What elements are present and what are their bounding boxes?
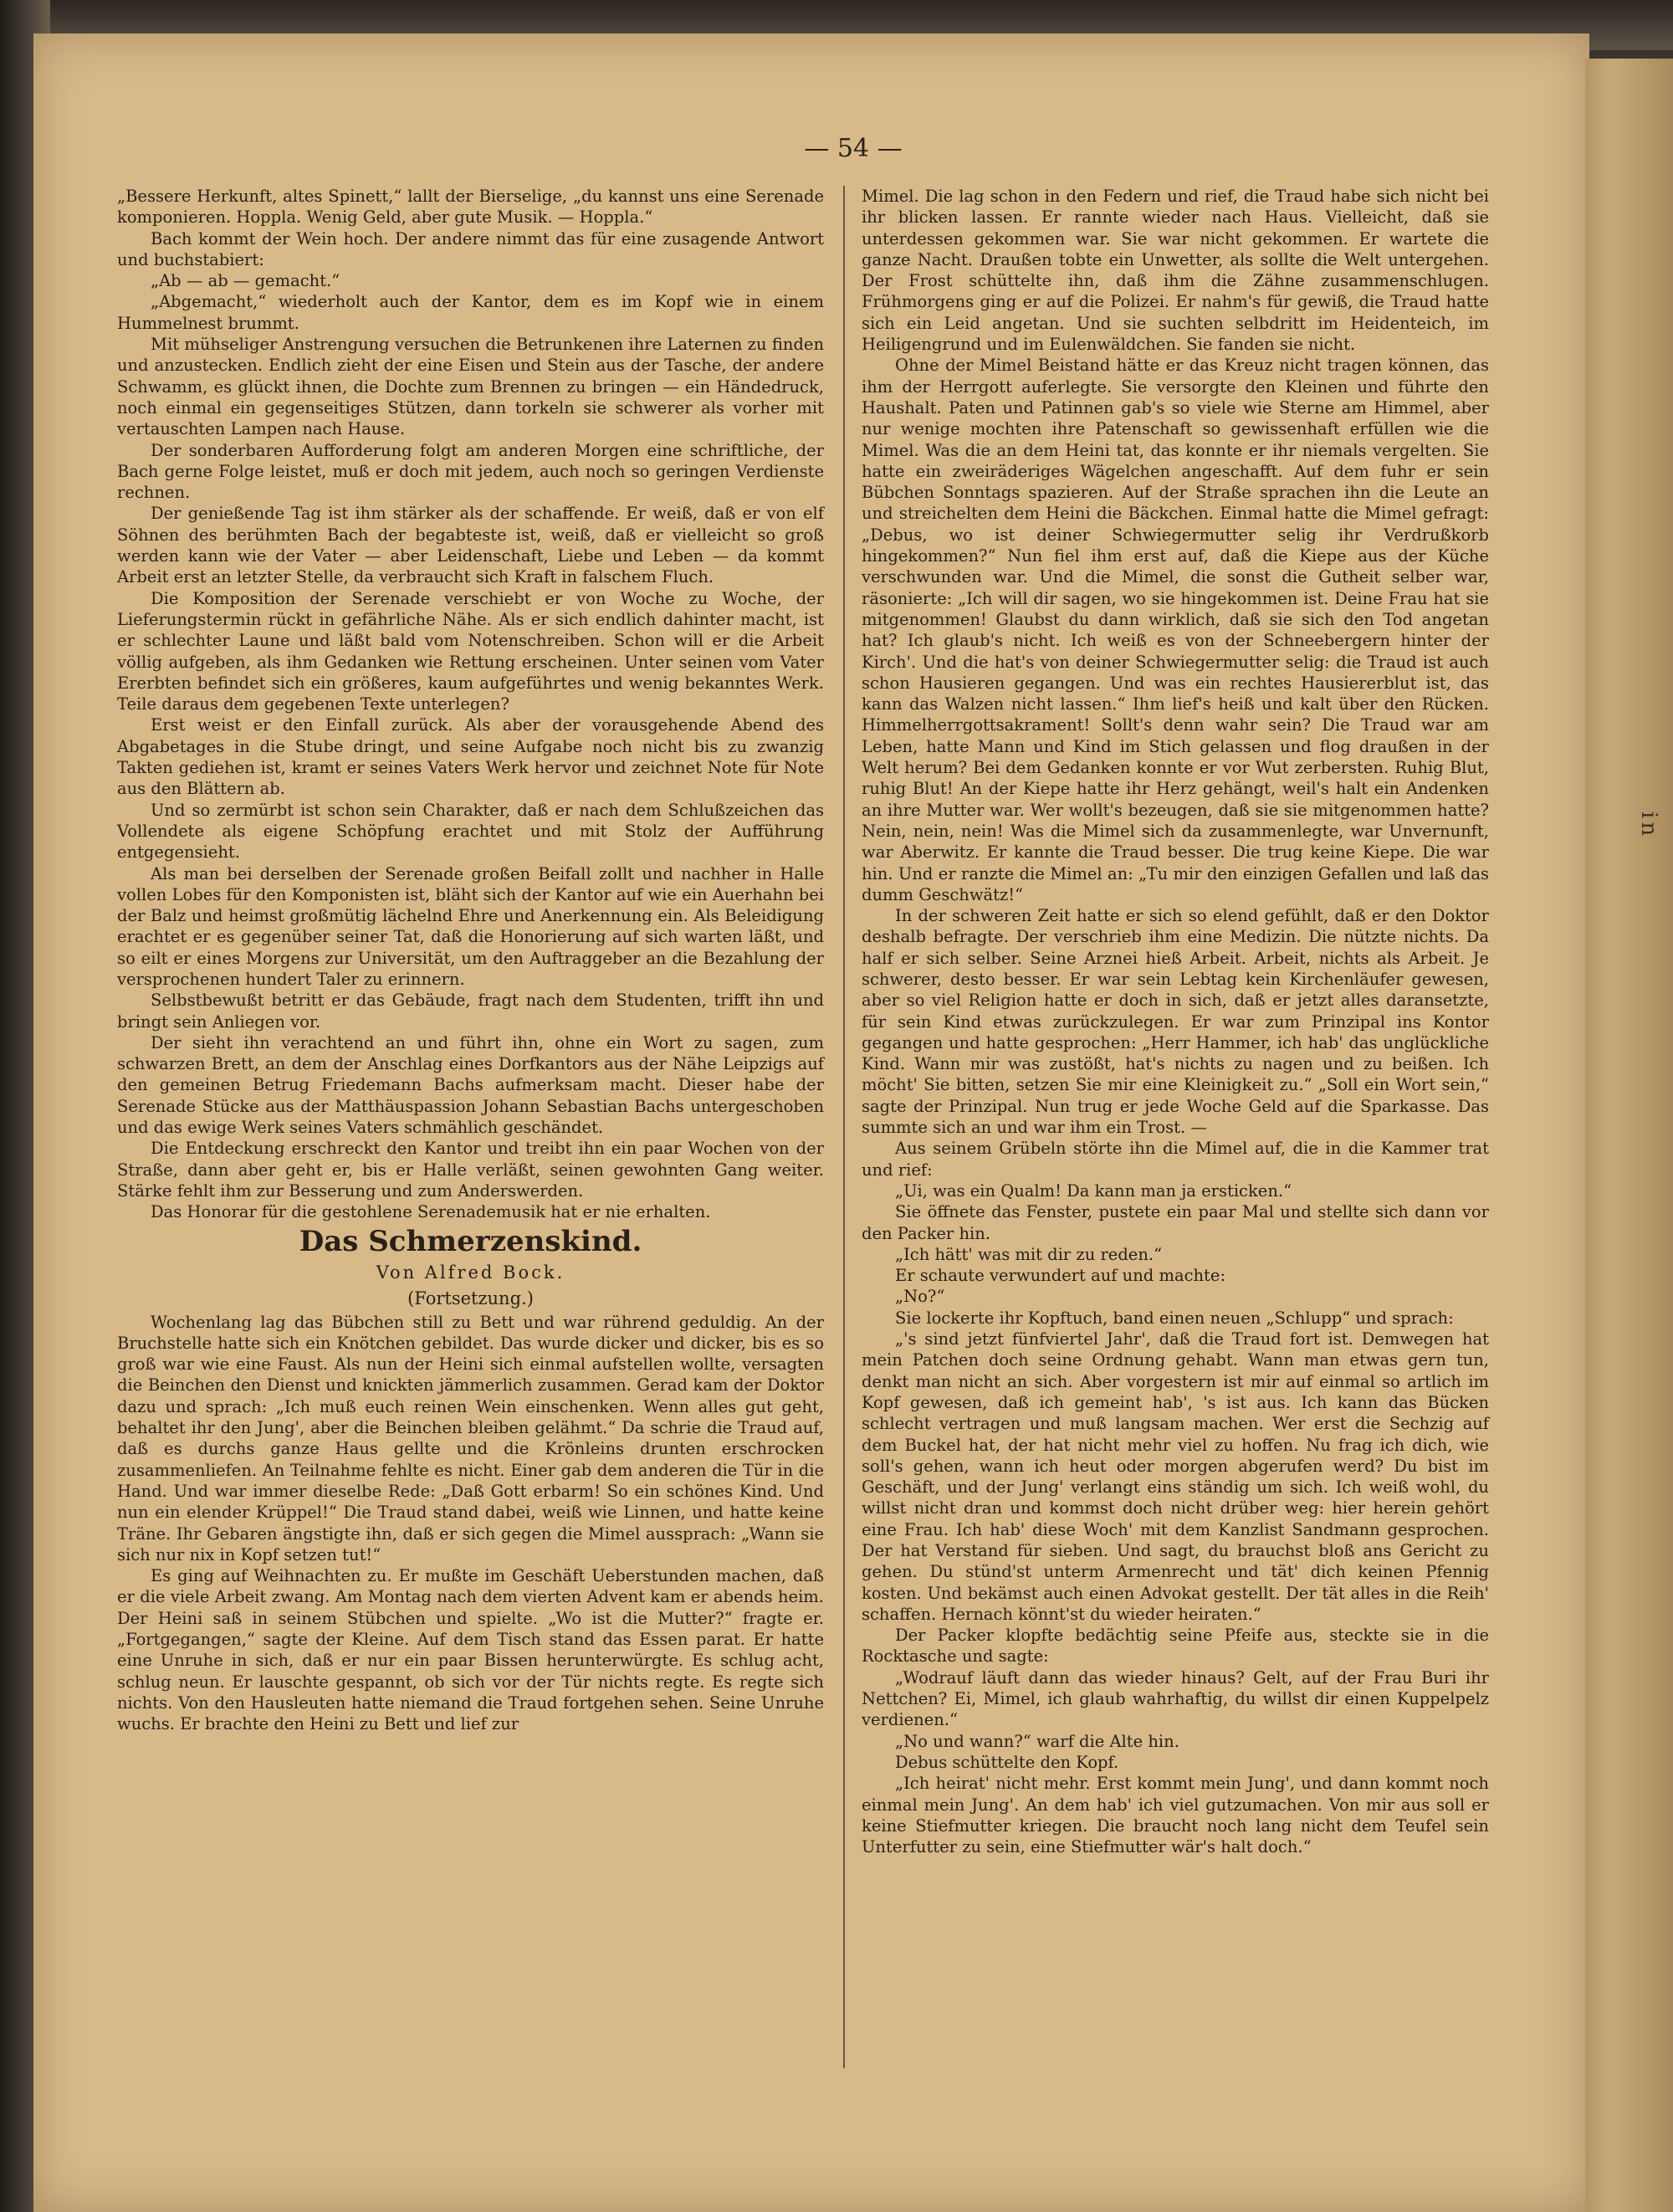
- paragraph: Aus seinem Grübeln störte ihn die Mimel auf, die in die Kammer trat und rief:: [862, 1139, 1489, 1180]
- next-page-edge-text: in: [1636, 812, 1661, 840]
- paragraph: „Abgemacht,“ wiederholt auch der Kantor, dem es im Kopf wie in einem Hummelnest brummt.: [117, 292, 824, 333]
- paragraph: „Wodrauf läuft dann das wieder hinaus? Gelt, auf der Frau Buri ihr Nettchen? Ei, Mimel, ich glaub wahrhaftig, du willst dir einen Kuppelpelz verdienen.“: [862, 1667, 1489, 1730]
- paragraph: Bach kommt der Wein hoch. Der andere nimmt das für eine zusagende Antwort und buchstabiert:: [117, 228, 824, 269]
- paragraph: Er schaute verwundert auf und machte:: [895, 1266, 1226, 1286]
- paragraph: Sie lockerte ihr Kopftuch, band einen neuen „Schlupp“ und sprach:: [895, 1308, 1454, 1328]
- paragraph: „No und wann?“ warf die Alte hin.: [895, 1731, 1179, 1751]
- story-author: Von Alfred Bock.: [376, 1262, 565, 1283]
- page-number: — 54 —: [804, 134, 903, 163]
- column-divider: [843, 186, 845, 2068]
- paragraph: „Ich heirat' nicht mehr. Erst kommt mein Jung', und dann kommt noch einmal mein Jung'. An dem hab' ich viel gutzumachen. Von mir aus soll er keine Stiefmutter kriegen. Die braucht noch lang nicht dem Teufel sein Unterfutter zu sein, eine Stiefmutter wär's halt doch.“: [862, 1774, 1489, 1857]
- paragraph: Debus schüttelte den Kopf.: [895, 1752, 1119, 1772]
- paragraph: Die Komposition der Serenade verschiebt er von Woche zu Woche, der Lieferungstermin rückt in gefährliche Nähe. Als er sich endlich dahinter macht, ist er schlechter Laune und läßt bald vom Notenschreiben. Schon will er die Arbeit völlig aufgeben, als ihm Gedanken wie Rettung erscheinen. Unter seinen vom Vater Ererbten befindet sich ein größeres, kaum aufgeführtes und wenig bekanntes Werk. Teile daraus dem gegebenen Texte unterlegen?: [117, 588, 824, 714]
- paragraph: Selbstbewußt betritt er das Gebäude, fragt nach dem Studenten, trifft ihn und bringt sein Anliegen vor.: [117, 991, 824, 1032]
- paragraph: In der schweren Zeit hatte er sich so elend gefühlt, daß er den Doktor deshalb befragte. Der verschrieb ihm eine Medizin. Die nützte nichts. Da half er sich selber. Seine Arznei hieß Arbeit. Arbeit, nichts als Arbeit. Je schwerer, desto besser. Er war sein Lebtag kein Kirchenläufer gewesen, aber so viel Religion hatte er doch in sich, daß er jetzt alles daransetzte, für sein Kind etwas zurückzulegen. Er war zum Prinzipal ins Kontor gegangen und hatte gesprochen: „Herr Hammer, ich hab' das unglückliche Kind. Wann mir was zustößt, hat's nichts zu nagen und zu beißen. Ich möcht' Sie bitten, setzen Sie mir eine Kleinigkeit zu.“ „Soll ein Wort sein,“ sagte der Prinzipal. Nun trug er jede Woche Geld auf die Sparkasse. Das summte sich an und war ihm ein Trost. —: [862, 906, 1489, 1138]
- paragraph: Es ging auf Weihnachten zu. Er mußte im Geschäft Ueberstunden machen, daß er die viele Arbeit zwang. Am Montag nach dem vierten Advent kam er abends heim. Der Heini saß in seinem Stübchen und spielte. „Wo ist die Mutter?“ fragte er. „Fortgegangen,“ sagte der Kleine. Auf dem Tisch stand das Essen parat. Er hatte eine Unruhe in sich, daß er nur ein paar Bissen herunterwürgte. Es schlug acht, schlug neun. Er lauschte gespannt, ob sich vor der Tür nichts regte. Es regte sich nichts. Von den Hausleuten hatte niemand die Traud fortgehen sehen. Seine Unruhe wuchs. Er brachte den Heini zu Bett und lief zur: [117, 1566, 824, 1734]
- left-column: [117, 186, 824, 1734]
- paragraph: „Ich hätt' was mit dir zu reden.“: [895, 1244, 1163, 1264]
- paragraph: „'s sind jetzt fünfviertel Jahr', daß die Traud fort ist. Demwegen hat mein Patchen doch seine Ordnung gehabt. Wann man etwas gern tun, denkt man nicht an sich. Aber vorgestern ist mir auf einmal so artlich im Kopf gewesen, daß ich gemeint hab', 's ist aus. Ich kann das Bücken schlecht vertragen und muß langsam machen. Wer erst die Sechzig auf dem Buckel hat, der hat nicht mehr viel zu hoffen. Nu frag ich dich, wie soll's gehen, wann ich heut oder morgen abgerufen werd? Du bist im Geschäft, und der Jung' verlangt eins ständig um sich. Ich weiß wohl, du willst nicht dran und kommst doch nicht drüber weg: hier herein gehört eine Frau. Ich hab' diese Woch' mit dem Kanzlist Sandmann gesprochen. Der hat Verstand für sieben. Und sagt, du brauchst bloß ans Gericht zu gehen. Du stünd'st unterm Armenrecht und tät' dich keinen Pfennig kosten. Und bekämst auch einen Advokat gestellt. Der tät alles in die Reih' schaffen. Hernach könnt'st du wieder heiraten.“: [862, 1329, 1489, 1624]
- paragraph: „Ui, was ein Qualm! Da kann man ja ersticken.“: [895, 1180, 1292, 1201]
- paragraph: Die Entdeckung erschreckt den Kantor und treibt ihn ein paar Wochen von der Straße, dann aber geht er, bis er Halle verläßt, seinen gewohnten Gang weiter. Stärke fehlt ihm zur Besserung und zum Anderswerden.: [117, 1139, 824, 1201]
- paragraph: Mimel. Die lag schon in den Federn und rief, die Traud habe sich nicht bei ihr blicken lassen. Er rannte wieder nach Haus. Vielleicht, daß sie unterdessen gekommen war. Sie war nicht gekommen. Er wartete die ganze Nacht. Draußen tobte ein Unwetter, als sollte die Welt untergehen. Der Frost schüttelte ihn, daß ihm die Zähne zusammenschlugen. Frühmorgens ging er auf die Polizei. Er nahm's für gewiß, die Traud hatte sich ein Leid angetan. Und sie suchten selbdritt im Heidenteich, im Heiligengrund und im Eulenwäldchen. Sie fanden sie nicht.: [862, 187, 1489, 355]
- paragraph: Sie öffnete das Fenster, pustete ein paar Mal und stellte sich dann vor den Packer hin.: [862, 1202, 1489, 1243]
- paragraph: Wochenlang lag das Bübchen still zu Bett und war rührend geduldig. An der Bruchstelle hatte sich ein Knötchen gebildet. Das wurde dicker und dicker, bis es so groß war wie eine Faust. Als nun der Heini sich einmal aufstellen wollte, versagten die Beinchen den Dienst und knickten jämmerlich zusammen. Gerad kam der Doktor dazu und sprach: „Ich muß euch reinen Wein einschenken. Wenn alles gut geht, behaltet ihr den Jung', aber die Beinchen bleiben gelähmt.“ Da schrie die Traud auf, daß es durchs ganze Haus gellte und die Krönleins drunten erschrocken zusammenliefen. An Teilnahme fehlte es nicht. Einer gab dem anderen die Tür in die Hand. Und war immer dieselbe Rede: „Daß Gott erbarm! So ein schönes Kind. Und nun ein elender Krüppel!“ Die Traud stand dabei, weiß wie Linnen, und hatte keine Träne. Ihr Gebaren ängstigte ihn, daß er sich gegen die Mimel aussprach: „Wann sie sich nur nix in Kopf setzen tut!“: [117, 1312, 824, 1564]
- paragraph: Erst weist er den Einfall zurück. Als aber der vorausgehende Abend des Abgabetages in die Stube dringt, und seine Aufgabe noch nicht bis zu zwanzig Takten gediehen ist, kramt er seines Vaters Werk hervor und zeichnet Note für Note aus den Blättern ab.: [117, 715, 824, 799]
- right-column: [862, 186, 1489, 1857]
- story-continuation-note: (Fortsetzung.): [407, 1288, 534, 1308]
- paragraph: „Bessere Herkunft, altes Spinett,“ lallt der Bierselige, „du kannst uns eine Serenade komponieren. Hoppla. Wenig Geld, aber gute Musik. — Hoppla.“: [117, 187, 824, 228]
- paragraph: Und so zermürbt ist schon sein Charakter, daß er nach dem Schlußzeichen das Vollendete als eigene Schöpfung erachtet und mit Stolz der Aufführung entgegensieht.: [117, 800, 824, 863]
- paragraph: Der genießende Tag ist ihm stärker als der schaffende. Er weiß, daß er von elf Söhnen des berühmten Bach der begabteste ist, weiß, daß er vielleicht so groß werden kann wie der Vater — aber Leidenschaft, Liebe und Leben — da kommt Arbeit erst an letzter Stelle, da verbraucht sich Kraft in falschem Fluch.: [117, 504, 824, 587]
- paragraph: Als man bei derselben der Serenade großen Beifall zollt und nachher in Halle vollen Lobes für den Komponisten ist, bläht sich der Kantor auf wie ein Auerhahn bei der Balz und heimst großmütig lächelnd Ehre und Anerkennung ein. Als Beleidigung erachtet er es gegenüber seiner Tat, daß die Honorierung auf sich warten läßt, und so eilt er eines Morgens zur Universität, um den Auftraggeber an die Bezahlung der versprochenen hundert Taler zu erinnern.: [117, 863, 824, 989]
- paragraph: Ohne der Mimel Beistand hätte er das Kreuz nicht tragen können, das ihm der Herrgott auferlegte. Sie versorgte den Kleinen und führte den Haushalt. Paten und Patinnen gab's so viele wie Sterne am Himmel, aber nur wenige mochten ihre Patenschaft so gewissenhaft erfüllen wie die Mimel. Was die an dem Heini tat, das konnte er ihr niemals vergelten. Sie hatte ein zweiräderiges Wägelchen angeschafft. Auf dem fuhr er sein Bübchen Sonntags spazieren. Auf der Straße sprachen ihn die Leute an und streichelten dem Heini die Bäckchen. Einmal hatte die Mimel gefragt: „Debus, wo ist deiner Schwiegermutter selig ihr Verdrußkorb hingekommen?“ Nun fiel ihm erst auf, daß die Kiepe aus der Küche verschwunden war. Und die Mimel, die sonst die Gutheit selber war, räsonierte: „Ich will dir sagen, wo sie hingekommen ist. Deine Frau hat sie mitgenommen! Glaubst du dann wirklich, daß sie sich den Tod angetan hat? Ich glaub's nicht. Ich weiß es von der Schneebergern hinter der Kirch'. Und die hat's von deiner Schwiegermutter selig: die Traud ist auch schon Hausieren gegangen. Und was ein rechtes Hausiererblut ist, das kann das Walzen nicht lassen.“ Ihm lief's heiß und kalt über den Rücken. Himmelherrgottsakrament! Sollt's denn wahr sein? Die Traud war am Leben, hatte Mann und Kind im Stich gelassen und flog draußen in der Welt herum? Bei dem Gedanken konnte er vor Wut zerbersten. Ruhig Blut, ruhig Blut! An der Kiepe hatte ihr Herz gehängt, weil's halt ein Andenken an ihre Mutter war. Wer wollt's bezeugen, daß sie sie mitgenommen hatte? Nein, nein, nein! Was die Mimel sich da zusammenlegte, war Unvernunft, war Aberwitz. Er kannte die Traud besser. Die trug keine Kiepe. Die war hin. Und er ranzte die Mimel an: „Tu mir den einzigen Gefallen und laß das dumm Geschwätz!“: [862, 356, 1489, 904]
- paragraph: Der sonderbaren Aufforderung folgt am anderen Morgen eine schriftliche, der Bach gerne Folge leistet, muß er doch mit jedem, auch noch so geringen Verdienste rechnen.: [117, 440, 824, 503]
- paragraph: „Ab — ab — gemacht.“: [151, 271, 340, 291]
- paragraph: Mit mühseliger Anstrengung versuchen die Betrunkenen ihre Laternen zu finden und anzustecken. Endlich zieht der eine Eisen und Stein aus der Tasche, der andere Schwamm, es glückt ihnen, die Dochte zum Brennen zu bringen — ein Händedruck, noch einmal ein gegenseitiges Stützen, dann torkeln sie schwerer als vorher mit vertauschten Lampen nach Hause.: [117, 335, 824, 439]
- next-page-edge: [1585, 59, 1673, 2212]
- paragraph: Der Packer klopfte bedächtig seine Pfeife aus, steckte sie in die Rocktasche und sagte:: [862, 1626, 1489, 1667]
- paragraph: Der sieht ihn verachtend an und führt ihn, ohne ein Wort zu sagen, zum schwarzen Brett, an dem der Anschlag eines Dorfkantors aus der Nähe Leipzigs auf den gemeinen Betrug Friedemann Bachs aufmerksam macht. Dieser habe der Serenade Stücke aus der Matthäuspassion Johann Sebastian Bachs untergeschoben und das ewige Werk seines Vaters schmählich geschändet.: [117, 1032, 824, 1138]
- story-title: Das Schmerzenskind.: [299, 1224, 642, 1258]
- paragraph: „No?“: [895, 1287, 945, 1307]
- paragraph: Das Honorar für die gestohlene Serenademusik hat er nie erhalten.: [151, 1202, 711, 1222]
